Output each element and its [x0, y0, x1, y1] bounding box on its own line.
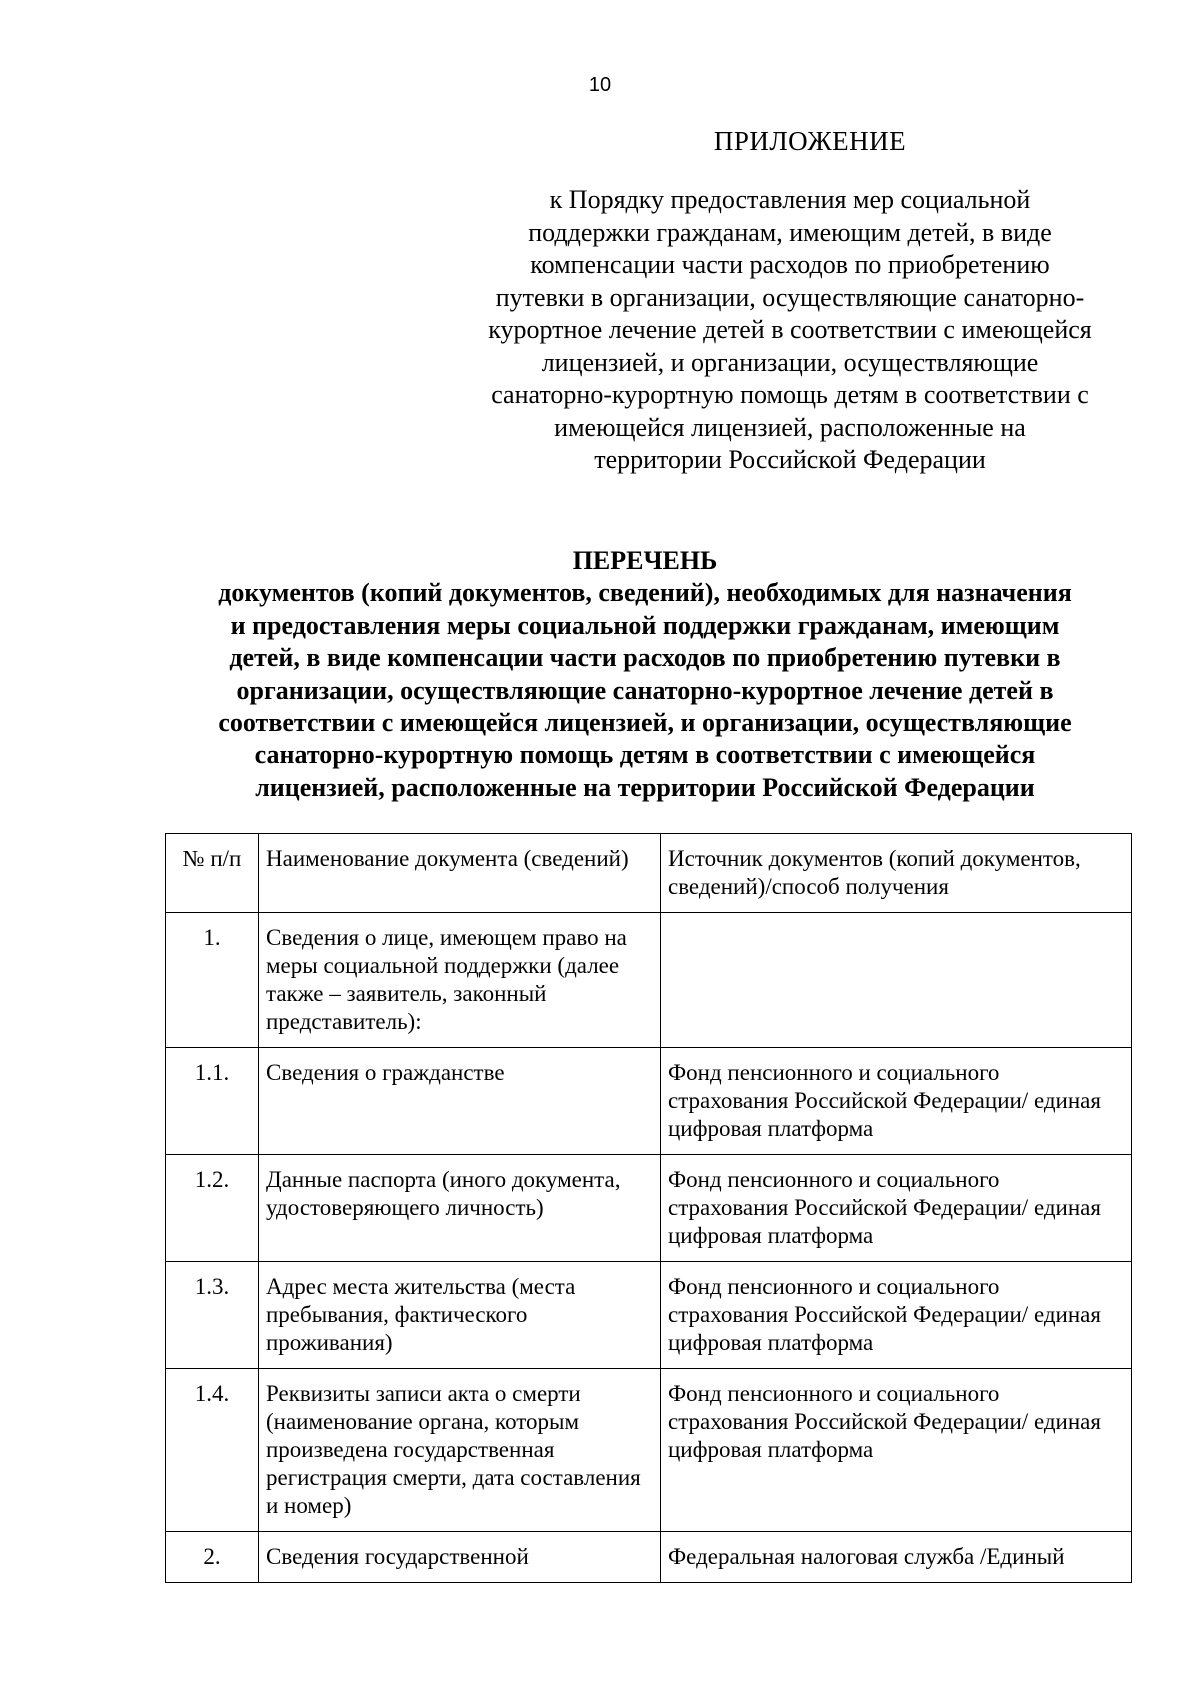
row-number: 1. — [166, 913, 259, 1048]
documents-table — [165, 833, 1132, 1583]
header-number: № п/п — [166, 834, 259, 913]
document-subtitle-line: санаторно-курортную помощь детям в соответствии с имеющейся — [254, 740, 1036, 770]
table-row — [166, 913, 1132, 1048]
document-subtitle-line: детей, в виде компенсации части расходов по приобретению путевки в — [229, 643, 1061, 673]
document-title: ПЕРЕЧЕНЬ — [572, 546, 718, 575]
document-subtitle-line: и предоставления меры социальной поддержки гражданам, имеющим — [230, 610, 1060, 640]
table-row — [166, 1155, 1132, 1262]
row-document-name: Данные паспорта (иного документа, удостоверяющего личность) — [259, 1155, 661, 1262]
row-number: 2. — [166, 1532, 259, 1583]
appendix-subtitle-line: к Порядку предоставления мер социальной — [549, 185, 1031, 214]
row-number: 1.3. — [166, 1262, 259, 1369]
table-row — [166, 1369, 1132, 1532]
row-source: Фонд пенсионного и социального страхования Российской Федерации/ единая цифровая платформа — [661, 1155, 1132, 1262]
document-subtitle-line: документов (копий документов, сведений), необходимых для назначения — [218, 578, 1072, 608]
table-row — [166, 1532, 1132, 1583]
header-document-name: Наименование документа (сведений) — [259, 834, 661, 913]
document-heading — [150, 545, 1140, 804]
document-subtitle-line: лицензией, расположенные на территории Российской Федерации — [255, 772, 1035, 802]
appendix-subtitle-line: путевки в организации, осуществляющие санаторно- — [495, 282, 1085, 312]
appendix-subtitle-line: курортное лечение детей в соответствии с имеющейся — [488, 315, 1092, 344]
appendix-subtitle-line: лицензией, и организации, осуществляющие — [541, 347, 1039, 377]
row-number: 1.1. — [166, 1048, 259, 1155]
appendix-subtitle-line: компенсации части расходов по приобретению — [530, 250, 1050, 279]
appendix-title: ПРИЛОЖЕНИЕ — [713, 126, 907, 156]
row-document-name: Адрес места жительства (места пребывания, фактического проживания) — [259, 1262, 661, 1369]
row-number: 1.2. — [166, 1155, 259, 1262]
row-source: Фонд пенсионного и социального страхования Российской Федерации/ единая цифровая платформа — [661, 1262, 1132, 1369]
row-source — [661, 913, 1132, 1048]
row-document-name: Сведения государственной — [259, 1532, 661, 1583]
appendix-subtitle-line: санаторно-курортную помощь детям в соответствии с — [491, 380, 1089, 409]
row-source: Фонд пенсионного и социального страхования Российской Федерации/ единая цифровая платформа — [661, 1369, 1132, 1532]
document-subtitle-line: соответствии с имеющейся лицензией, и организации, осуществляющие — [218, 708, 1072, 738]
table-header-row — [166, 834, 1132, 913]
appendix-subtitle-line: поддержки гражданам, имеющим детей, в виде — [528, 217, 1052, 247]
row-source: Федеральная налоговая служба /Единый — [661, 1532, 1132, 1583]
document-subtitle — [150, 577, 1140, 804]
appendix-subtitle-line: имеющейся лицензией, расположенные на — [554, 412, 1026, 442]
table-row — [166, 1262, 1132, 1369]
table-row — [166, 1048, 1132, 1155]
row-document-name: Сведения о гражданстве — [259, 1048, 661, 1155]
row-number: 1.4. — [166, 1369, 259, 1532]
header-source: Источник документов (копий документов, сведений)/способ получения — [661, 834, 1132, 913]
page-number: 10 — [588, 74, 612, 96]
appendix-subtitle — [450, 184, 1130, 477]
appendix-subtitle-line: территории Российской Федерации — [594, 445, 986, 474]
document-subtitle-line: организации, осуществляющие санаторно-курортное лечение детей в — [236, 675, 1054, 705]
row-document-name: Реквизиты записи акта о смерти (наименование органа, которым произведена государственная регистрация смерти, дата составления и номер) — [259, 1369, 661, 1532]
row-source: Фонд пенсионного и социального страхования Российской Федерации/ единая цифровая платформа — [661, 1048, 1132, 1155]
row-document-name: Сведения о лице, имеющем право на меры социальной поддержки (далее также – заявитель, законный представитель): — [259, 913, 661, 1048]
